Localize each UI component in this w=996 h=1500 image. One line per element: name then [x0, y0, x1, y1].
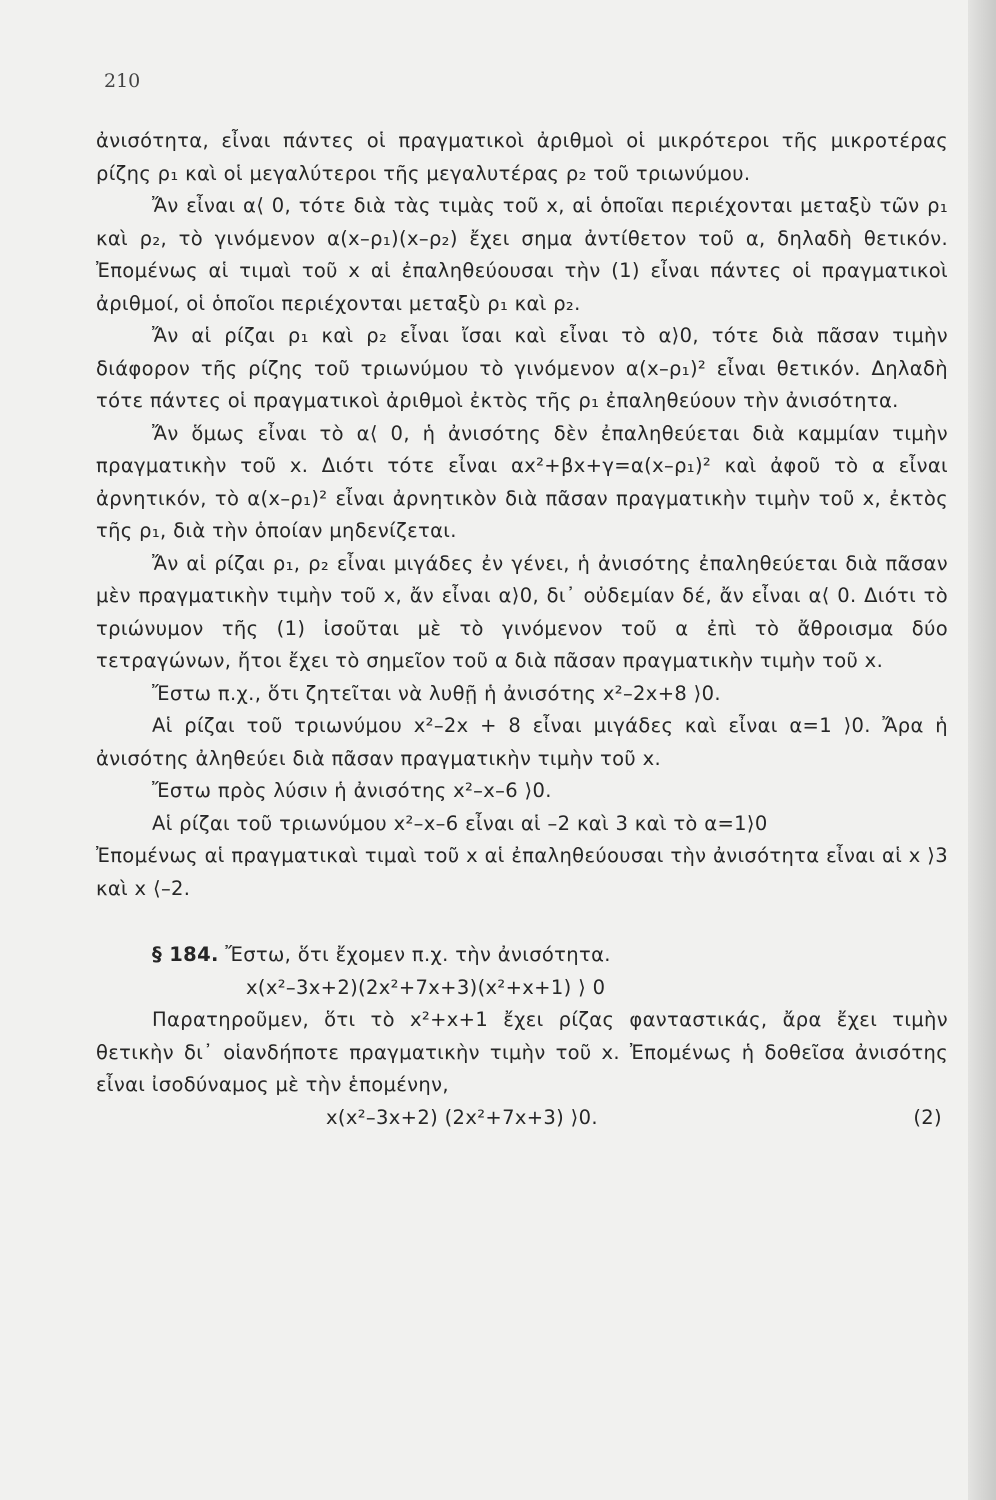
- final-equation: x(x²–3x+2) (2x²+7x+3) ⟩0.: [326, 1105, 598, 1129]
- example-2-conclusion: Ἐπομένως αἱ πραγματικαὶ τιμαὶ τοῦ x αἱ ἐπαληθεύουσαι τὴν ἀνισότητα εἶναι αἱ x ⟩3 καὶ x ⟨–2.: [96, 844, 948, 900]
- final-equation-line: [96, 1102, 948, 1135]
- example-1-solution: Αἱ ρίζαι τοῦ τριωνύμου x²–2x + 8 εἶναι μιγάδες καὶ εἶναι α=1 ⟩0. Ἄρα ἡ ἀνισότης ἀληθεύει διὰ πᾶσαν πραγματικὴν τιμὴν τοῦ x.: [96, 714, 948, 770]
- example-1-statement: Ἔστω π.χ., ὅτι ζητεῖται νὰ λυθῇ ἡ ἀνισότης x²–2x+8 ⟩0.: [152, 681, 721, 705]
- paragraph-4: Ἄν ὅμως εἶναι τὸ α⟨ 0, ἡ ἀνισότης δὲν ἐπαληθεύεται διὰ καμμίαν τιμὴν πραγματικὴν τοῦ x. Διότι τότε εἶναι αx²+βx+γ=α(x–ρ₁)² καὶ ἀφοῦ τὸ α εἶναι ἀρνητικόν, τὸ α(x–ρ₁)² εἶναι ἀρνητικὸν διὰ πᾶσαν πραγματικὴν τιμὴν τοῦ x, ἐκτὸς τῆς ρ₁, διὰ τὴν ὁποίαν μηδενίζεται.: [96, 421, 948, 542]
- section-intro-text: Ἔστω, ὅτι ἔχομεν π.χ. τὴν ἀνισότητα.: [225, 943, 611, 966]
- page-number: 210: [104, 70, 141, 92]
- equation-tag: (2): [913, 1105, 942, 1129]
- paragraph-2: Ἄν εἶναι α⟨ 0, τότε διὰ τὰς τιμὰς τοῦ x, αἱ ὁποῖαι περιέχονται μεταξὺ τῶν ρ₁ καὶ ρ₂, τὸ γινόμενον α(x–ρ₁)(x–ρ₂) ἔχει σημα ἀντίθετον τοῦ α, δηλαδὴ θετικόν. Ἐπομένως αἱ τιμαὶ τοῦ x αἱ ἐπαληθεύουσαι τὴν (1) εἶναι πάντες οἱ πραγματικοὶ ἀριθμοί, οἱ ὁποῖοι περιέχονται μεταξὺ ρ₁ καὶ ρ₂.: [96, 194, 948, 315]
- paragraph-1: ἀνισότητα, εἶναι πάντες οἱ πραγματικοὶ ἀριθμοὶ οἱ μικρότεροι τῆς μικροτέρας ρίζης ρ₁ καὶ οἱ μεγαλύτεροι τῆς μεγαλυτέρας ρ₂ τοῦ τριωνύμου.: [96, 129, 948, 185]
- section-equation: x(x²–3x+2)(2x²+7x+3)(x²+x+1) ⟩ 0: [246, 975, 606, 999]
- section-184-intro: [96, 939, 948, 972]
- page-edge: [968, 0, 996, 1500]
- page-body: [96, 125, 948, 1134]
- section-label: § 184.: [152, 943, 219, 966]
- paragraph-5: Ἄν αἱ ρίζαι ρ₁, ρ₂ εἶναι μιγάδες ἐν γένει, ἡ ἀνισότης ἐπαληθεύεται διὰ πᾶσαν μὲν πραγματικὴν τιμὴν τοῦ x, ἄν εἶναι α⟩0, δι᾽ οὐδεμίαν δέ, ἄν εἶναι α⟨ 0. Διότι τὸ τριώνυμον τῆς (1) ἰσοῦται μὲ τὸ γινόμενον τοῦ α ἐπὶ τὸ ἄθροισμα δύο τετραγώνων, ἤτοι ἔχει τὸ σημεῖον τοῦ α διὰ πᾶσαν πραγματικὴν τιμὴν τοῦ x.: [96, 551, 948, 672]
- example-2-statement: Ἔστω πρὸς λύσιν ἡ ἀνισότης x²–x–6 ⟩0.: [152, 779, 552, 802]
- section-paragraph: Παρατηροῦμεν, ὅτι τὸ x²+x+1 ἔχει ρίζας φανταστικάς, ἄρα ἔχει τιμὴν θετικὴν δι᾽ οἱανδήποτε πραγματικὴν τιμὴν τοῦ x. Ἐπομένως ἡ δοθεῖσα ἀνισότης εἶναι ἰσοδύναμος μὲ τὴν ἑπομένην,: [96, 1008, 948, 1096]
- section-gap: [96, 905, 948, 939]
- paragraph-3: Ἄν αἱ ρίζαι ρ₁ καὶ ρ₂ εἶναι ἴσαι καὶ εἶναι τὸ α⟩0, τότε διὰ πᾶσαν τιμὴν διάφορον τῆς ρίζης τοῦ τριωνύμου τὸ γινόμενον α(x–ρ₁)² εἶναι θετικόν. Δηλαδὴ τότε πάντες οἱ πραγματικοὶ ἀριθμοὶ ἐκτὸς τῆς ρ₁ ἐπαληθεύουν τὴν ἀνισότητα.: [96, 324, 948, 412]
- example-2-roots: Αἱ ρίζαι τοῦ τριωνύμου x²–x–6 εἶναι αἱ –2 καὶ 3 καὶ τὸ α=1⟩0: [152, 811, 768, 835]
